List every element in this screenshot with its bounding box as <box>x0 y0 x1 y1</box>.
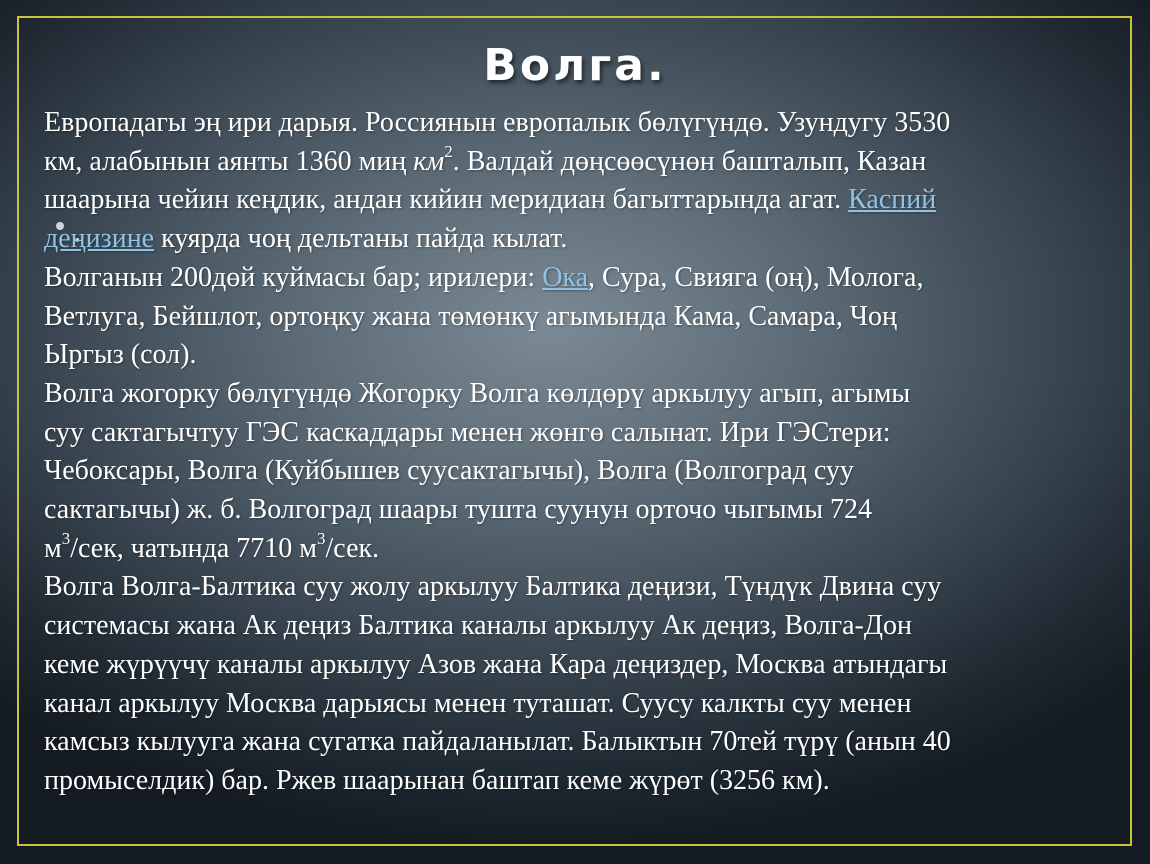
text-line <box>44 452 1094 491</box>
text-span: м <box>44 532 62 564</box>
superscript: 3 <box>317 529 326 549</box>
text-span: Ыргыз (сол). <box>44 339 197 371</box>
text-span: Европадагы эң ири дарыя. Россиянын европалык бөлүгүндө. Узундугу 3530 <box>44 107 951 138</box>
text-line <box>44 685 1094 724</box>
text-span: канал аркылуу Москва дарыясы менен туташат. Суусу калкты суу менен <box>44 687 912 719</box>
text-line <box>44 298 1094 337</box>
slide-body <box>44 104 1094 801</box>
text-line <box>44 220 1094 259</box>
caspian-sea-link[interactable]: Каспий <box>848 184 937 216</box>
text-span: /сек, чатында 7710 м <box>70 532 318 564</box>
text-span: км, алабынын аянты 1360 миң <box>44 145 414 177</box>
text-line <box>44 607 1094 646</box>
text-line <box>44 181 1094 220</box>
text-line <box>44 568 1094 607</box>
oka-river-link[interactable]: Ока <box>542 261 589 293</box>
text-span: куярда чоң дельтаны пайда кылат. <box>154 223 568 255</box>
text-span: системасы жана Ак деңиз Балтика каналы аркылуу Ак деңиз, Волга-Дон <box>44 610 912 642</box>
text-line <box>44 530 1094 569</box>
text-span: Волганын 200дөй куймасы бар; ирилери: <box>44 261 543 293</box>
text-line <box>44 259 1094 298</box>
text-span: Волга Волга-Балтика суу жолу аркылуу Балтика деңизи, Түндүк Двина суу <box>44 571 942 603</box>
text-span: . Валдай дөңсөөсүнөн башталып, Казан <box>452 145 927 177</box>
superscript: 2 <box>444 142 453 162</box>
text-span: Волга жогорку бөлүгүндө Жогорку Волга көлдөрү аркылуу агып, агымы <box>44 377 911 409</box>
text-line <box>44 723 1094 762</box>
text-line <box>44 414 1094 453</box>
text-line <box>44 143 1094 182</box>
caspian-sea-link-continuation[interactable]: деңизине <box>44 223 155 255</box>
text-line <box>44 491 1094 530</box>
text-line <box>44 104 1094 143</box>
text-span: , Сура, Свияга (оң), Молога, <box>588 261 924 293</box>
text-span: /сек. <box>325 532 380 564</box>
text-line <box>44 646 1094 685</box>
text-span: шаарына чейин кеңдик, андан кийин меридиан багыттарында агат. <box>44 184 849 216</box>
slide-title: Волга. <box>483 40 667 91</box>
superscript: 3 <box>61 529 71 549</box>
text-span: суу сактагычтуу ГЭС каскаддары менен жөнгө салынат. Ири ГЭСтери: <box>44 416 891 448</box>
text-span: кеме жүрүүчү каналы аркылуу Азов жана Кара деңиздер, Москва атындагы <box>44 648 948 680</box>
text-line <box>44 375 1094 414</box>
text-span: камсыз кылууга жана сугатка пайдаланылат. Балыктын 70тей түрү (анын 40 <box>44 726 951 758</box>
text-line <box>44 336 1094 375</box>
text-span: Ветлуга, Бейшлот, ортоңку жана төмөнкү агымында Кама, Самара, Чоң <box>44 300 898 332</box>
unit-km-italic: км <box>413 145 445 177</box>
text-span: сактагычы) ж. б. Волгоград шаары тушта суунун орточо чыгымы 724 <box>44 494 873 526</box>
text-span: промыселдик) бар. Ржев шаарынан баштап кеме жүрөт (3256 км). <box>44 764 830 796</box>
text-line <box>44 762 1094 801</box>
text-span: Чебоксары, Волга (Куйбышев суусактагычы), Волга (Волгоград суу <box>44 455 854 487</box>
